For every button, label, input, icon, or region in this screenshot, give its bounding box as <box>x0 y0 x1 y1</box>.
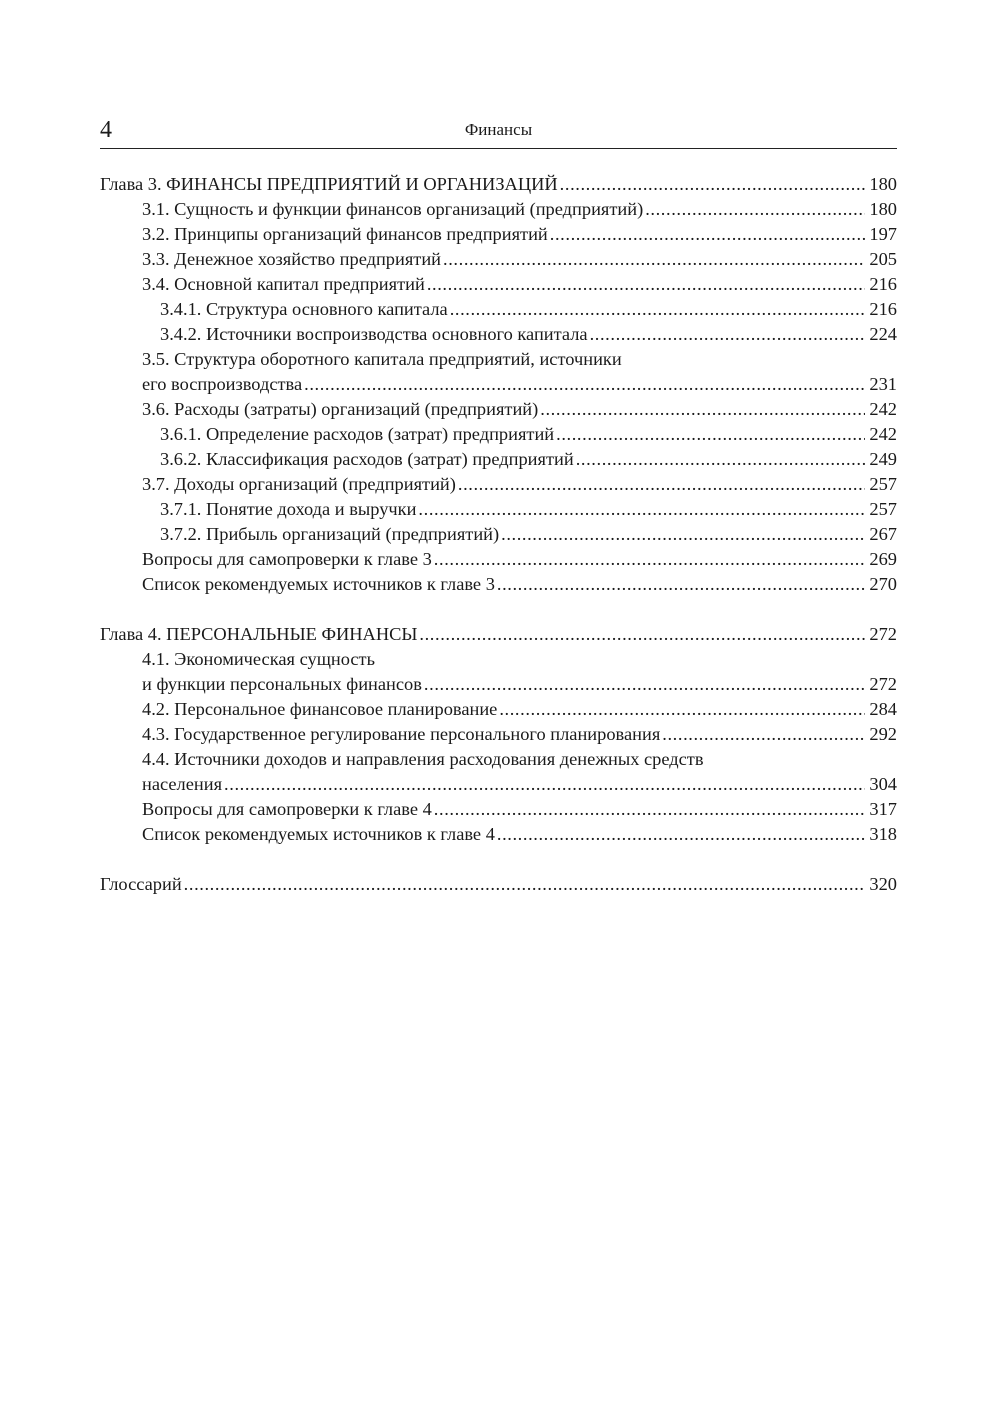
toc-entry-3-4-2[interactable] <box>100 322 897 347</box>
toc-entry-sources-4[interactable] <box>100 822 897 847</box>
toc-entry-4-3[interactable] <box>100 722 897 747</box>
toc-entry-3-1[interactable] <box>100 197 897 222</box>
toc-entry-4-2[interactable] <box>100 697 897 722</box>
toc-entry-page: 180 <box>869 199 897 219</box>
toc-entry-page: 231 <box>869 374 897 394</box>
toc-entry-3-5-line1[interactable] <box>100 347 897 372</box>
toc-entry-page: 205 <box>869 249 897 269</box>
toc-entry-title: 4.2. Персональное финансовое планирование <box>142 699 498 719</box>
dot-leader <box>662 722 865 747</box>
toc-entry-page: 270 <box>869 574 897 594</box>
toc-entry-title: 3.7.1. Понятие дохода и выручки <box>160 499 417 519</box>
toc-entry-title: 3.4.2. Источники воспроизводства основного капитала <box>160 324 588 344</box>
toc-entry-title: 4.3. Государственное регулирование персонального планирования <box>142 724 661 744</box>
toc-entry-4-4-line1[interactable] <box>100 747 897 772</box>
toc-entry-3-3[interactable] <box>100 247 897 272</box>
toc-entry-title: 3.7.2. Прибыль организаций (предприятий) <box>160 524 500 544</box>
toc-entry-title: 3.2. Принципы организаций финансов предприятий <box>142 224 548 244</box>
toc-entry-3-7[interactable] <box>100 472 897 497</box>
toc-entry-page: 180 <box>869 174 897 194</box>
toc-entry-title: 4.4. Источники доходов и направления расходования денежных средств <box>142 749 704 769</box>
toc-entry-title: 3.7. Доходы организаций (предприятий) <box>142 474 456 494</box>
toc-chapter-4[interactable] <box>100 622 897 647</box>
dot-leader <box>184 872 866 897</box>
dot-leader <box>424 672 865 697</box>
table-of-contents <box>100 172 897 897</box>
toc-entry-title: 3.3. Денежное хозяйство предприятий <box>142 249 442 269</box>
dot-leader <box>499 697 865 722</box>
toc-entry-3-6-1[interactable] <box>100 422 897 447</box>
toc-entry-4-1-line2[interactable] <box>100 672 897 697</box>
section-gap <box>100 847 897 872</box>
toc-entry-page: 242 <box>869 424 897 444</box>
toc-entry-title: населения <box>142 774 223 794</box>
toc-entry-title: 3.4. Основной капитал предприятий <box>142 274 425 294</box>
toc-entry-3-5-line2[interactable] <box>100 372 897 397</box>
dot-leader <box>450 297 866 322</box>
dot-leader <box>576 447 866 472</box>
toc-entry-page: 320 <box>869 874 897 894</box>
toc-entry-title: Вопросы для самопроверки к главе 3 <box>142 549 432 569</box>
dot-leader <box>556 422 865 447</box>
toc-entry-page: 317 <box>869 799 897 819</box>
dot-leader <box>645 197 865 222</box>
dot-leader <box>304 372 865 397</box>
toc-entry-page: 242 <box>869 399 897 419</box>
toc-entry-page: 197 <box>869 224 897 244</box>
toc-entry-page: 216 <box>869 299 897 319</box>
toc-entry-title: Глава 3. ФИНАНСЫ ПРЕДПРИЯТИЙ И ОРГАНИЗАЦИЙ <box>100 174 558 194</box>
toc-entry-page: 272 <box>869 674 897 694</box>
toc-entry-page: 272 <box>869 624 897 644</box>
dot-leader <box>418 497 865 522</box>
toc-entry-page: 216 <box>869 274 897 294</box>
toc-entry-3-7-2[interactable] <box>100 522 897 547</box>
dot-leader <box>540 397 865 422</box>
toc-entry-title: 4.1. Экономическая сущность <box>142 649 375 669</box>
toc-entry-page: 304 <box>869 774 897 794</box>
running-title: Финансы <box>464 120 533 139</box>
toc-entry-questions-3[interactable] <box>100 547 897 572</box>
toc-entry-title: Вопросы для самопроверки к главе 4 <box>142 799 432 819</box>
dot-leader <box>458 472 866 497</box>
dot-leader <box>501 522 865 547</box>
toc-entry-page: 267 <box>869 524 897 544</box>
toc-entry-title: Глава 4. ПЕРСОНАЛЬНЫЕ ФИНАНСЫ <box>100 624 418 644</box>
toc-entry-title: его воспроизводства <box>142 374 303 394</box>
toc-entry-title: 3.6.2. Классификация расходов (затрат) предприятий <box>160 449 574 469</box>
toc-entry-title: 3.6. Расходы (затраты) организаций (предприятий) <box>142 399 539 419</box>
dot-leader <box>434 547 866 572</box>
toc-entry-title: 3.4.1. Структура основного капитала <box>160 299 448 319</box>
page-header <box>100 112 897 149</box>
dot-leader <box>560 172 866 197</box>
toc-entry-4-4-line2[interactable] <box>100 772 897 797</box>
toc-entry-questions-4[interactable] <box>100 797 897 822</box>
toc-entry-title: 3.5. Структура оборотного капитала предприятий, источники <box>142 349 622 369</box>
toc-entry-title: 3.6.1. Определение расходов (затрат) предприятий <box>160 424 555 444</box>
toc-entry-3-7-1[interactable] <box>100 497 897 522</box>
toc-entry-title: Список рекомендуемых источников к главе 4 <box>142 824 495 844</box>
toc-glossary[interactable] <box>100 872 897 897</box>
toc-entry-3-4[interactable] <box>100 272 897 297</box>
toc-entry-3-6[interactable] <box>100 397 897 422</box>
toc-entry-title: и функции персональных финансов <box>142 674 422 694</box>
toc-entry-title: 3.1. Сущность и функции финансов организаций (предприятий) <box>142 199 644 219</box>
toc-entry-page: 224 <box>869 324 897 344</box>
toc-entry-title: Глоссарий <box>100 874 182 894</box>
dot-leader <box>590 322 866 347</box>
toc-entry-page: 292 <box>869 724 897 744</box>
dot-leader <box>497 572 866 597</box>
toc-entry-page: 269 <box>869 549 897 569</box>
toc-entry-3-4-1[interactable] <box>100 297 897 322</box>
toc-entry-page: 284 <box>869 699 897 719</box>
toc-entry-title: Список рекомендуемых источников к главе 3 <box>142 574 495 594</box>
dot-leader <box>224 772 865 797</box>
toc-entry-page: 249 <box>869 449 897 469</box>
dot-leader <box>434 797 866 822</box>
toc-entry-page: 318 <box>869 824 897 844</box>
dot-leader <box>550 222 866 247</box>
toc-entry-page: 257 <box>869 474 897 494</box>
toc-entry-sources-3[interactable] <box>100 572 897 597</box>
toc-entry-3-6-2[interactable] <box>100 447 897 472</box>
dot-leader <box>427 272 866 297</box>
toc-entry-page: 257 <box>869 499 897 519</box>
dot-leader <box>419 622 865 647</box>
toc-chapter-3[interactable] <box>100 172 897 197</box>
toc-entry-4-1-line1[interactable] <box>100 647 897 672</box>
page-number: 4 <box>100 117 112 143</box>
dot-leader <box>497 822 866 847</box>
section-gap <box>100 597 897 622</box>
toc-entry-3-2[interactable] <box>100 222 897 247</box>
dot-leader <box>443 247 865 272</box>
